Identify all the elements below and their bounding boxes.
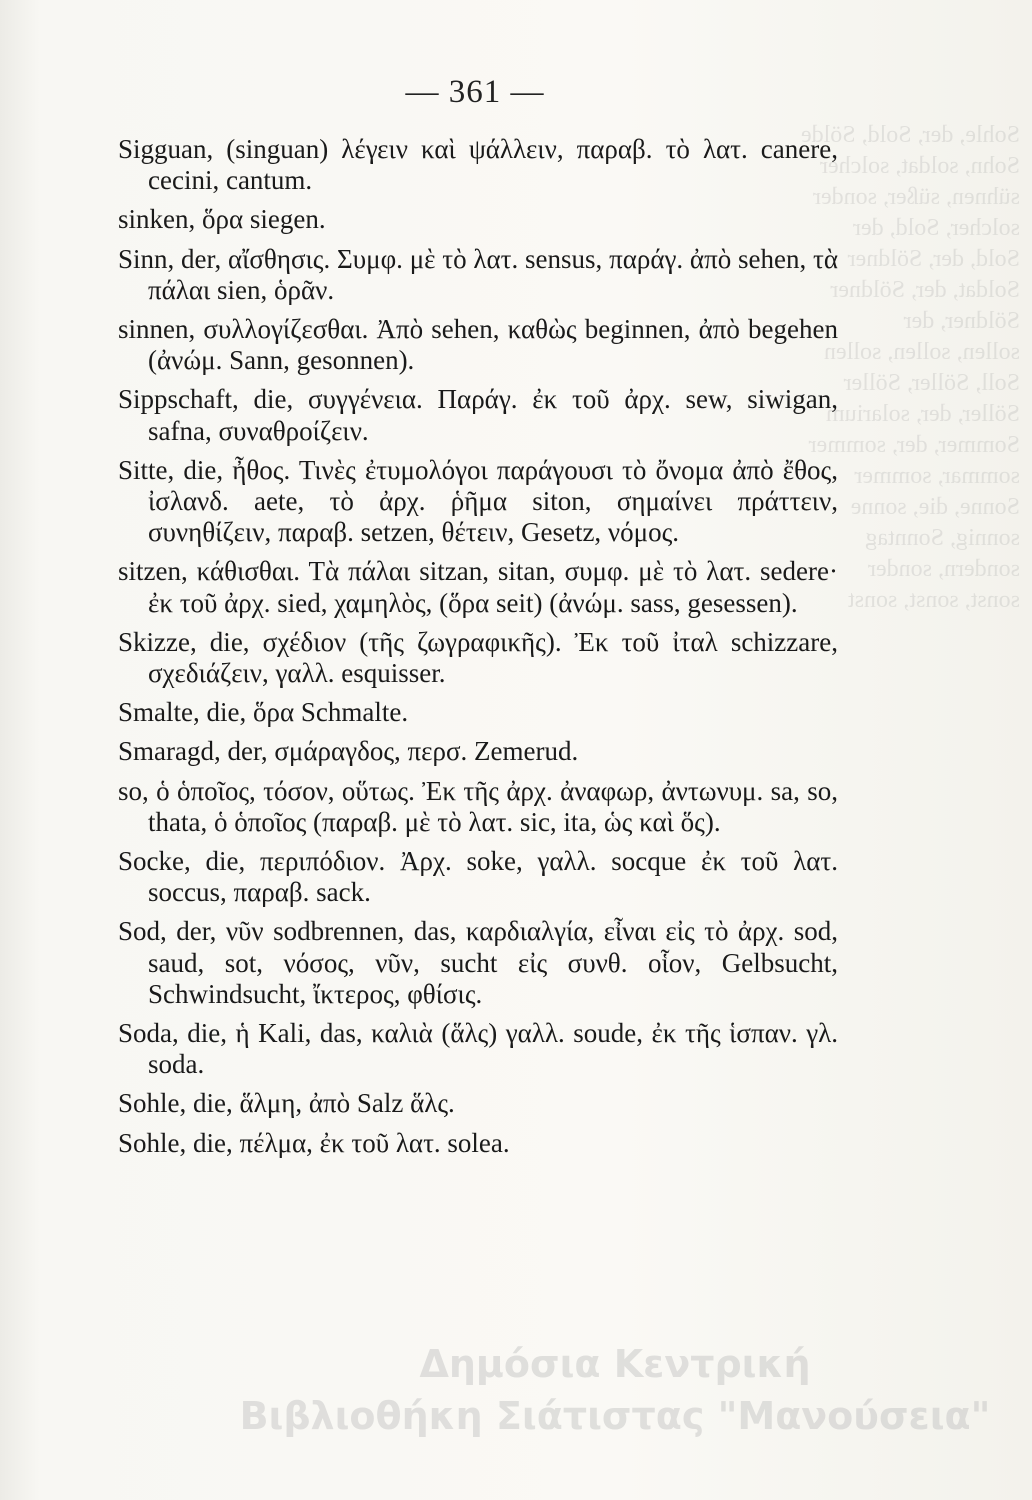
dictionary-entry: so, ὁ ὁποῖος, τόσον, οὕτως. Ἐκ τῆς ἀρχ. ἀναφωρ, ἀντωνυμ. sa, so, thata, ὁ ὁποῖος (παραβ. μὲ τὸ λατ. sic, ita, ὡς καὶ ὅς).: [118, 775, 838, 837]
dictionary-entry: Sippschaft, die, συγγένεια. Παράγ. ἐκ τοῦ ἀρχ. sew, siwigan, safna, συναθροίζειν.: [118, 384, 838, 446]
dictionary-entries: [118, 134, 838, 1159]
dictionary-entry: Sigguan, (singuan) λέγειν καὶ ψάλλειν, παραβ. τὸ λατ. canere, cecini, cantum.: [118, 134, 838, 196]
watermark-line-2: Βιβλιοθήκη Σιάτιστας "Μανούσεια": [239, 1394, 991, 1438]
library-watermark: [230, 1338, 1000, 1442]
dictionary-entry: Skizze, die, σχέδιον (τῆς ζωγραφικῆς). Ἐκ τοῦ ἰταλ schizzare, σχεδιάζειν, γαλλ. esquisser.: [118, 626, 838, 689]
page-number: — 361 —: [405, 74, 545, 110]
dictionary-entry: sinnen, συλλογίζεσθαι. Ἀπὸ sehen, καθὼς beginnen, ἀπὸ begehen (ἀνώμ. Sann, gesonnen).: [118, 314, 838, 376]
dictionary-entry: Sohle, die, ἅλμη, ἀπὸ Salz ἅλς.: [118, 1088, 455, 1119]
dictionary-entry: Soda, die, ἡ Kali, das, καλιὰ (ἅλς) γαλλ. soude, ἐκ τῆς ἱσπαν. γλ. soda.: [118, 1018, 838, 1080]
dictionary-entry: Socke, die, περιπόδιον. Ἀρχ. soke, γαλλ. socque ἐκ τοῦ λατ. soccus, παραβ. sack.: [118, 846, 838, 908]
dictionary-entry: Sinn, der, αἴσθησις. Συμφ. μὲ τὸ λατ. sensus, παράγ. ἀπὸ sehen, τὰ πάλαι sien, ὁρᾶν.: [118, 243, 838, 305]
dictionary-entry: sinken, ὅρα siegen.: [118, 204, 326, 235]
bleed-through-text: Sohle, der, Sold, Sölde Sohn, soldat, solcher sühnen, süßer, sonder solcher, Sold, der Sold, der, Söldner Soldat, der, Söldner Söldner, der sollen, sollen, sollen Soll, Söller, Söller Söller, der, solarium Sommer, der, sommer sommar, sommer Sonne, die, sonne sonnig, Sonntag sondern, sonder sonst, sonst, sonst: [800, 122, 1020, 613]
dictionary-entry: Smaragd, der, σμάραγδος, περσ. Zemerud.: [118, 736, 579, 767]
dictionary-entry: Sitte, die, ἦθος. Τινὲς ἐτυμολόγοι παράγουσι τὸ ὄνομα ἀπὸ ἔθος, ἰσλανδ. aete, τὸ ἀρχ. ῥῆμα siton, σημαίνει πράττειν, συνηθίζειν, παραβ. setzen, θέτειν, Gesetz, νόμος.: [118, 454, 838, 548]
dictionary-entry: Smalte, die, ὅρα Schmalte.: [118, 697, 409, 728]
dictionary-entry: Sohle, die, πέλμα, ἐκ τοῦ λατ. solea.: [118, 1127, 510, 1158]
watermark-line-1: Δημόσια Κεντρική: [419, 1342, 811, 1386]
dictionary-entry: Sod, der, νῦν sodbrennen, das, καρδιαλγία, εἶναι εἰς τὸ ἀρχ. sod, saud, sot, νόσος, νῦν, sucht εἰς συνθ. οἷον, Gelbsucht, Schwindsucht, ἴκτερος, φθίσις.: [118, 916, 838, 1009]
dictionary-entry: sitzen, κάθισθαι. Τὰ πάλαι sitzan, sitan, συμφ. μὲ τὸ λατ. sedere· ἐκ τοῦ ἀρχ. sied, χαμηλὸς, (ὅρα seit) (ἀνώμ. sass, gesessen).: [118, 556, 838, 618]
